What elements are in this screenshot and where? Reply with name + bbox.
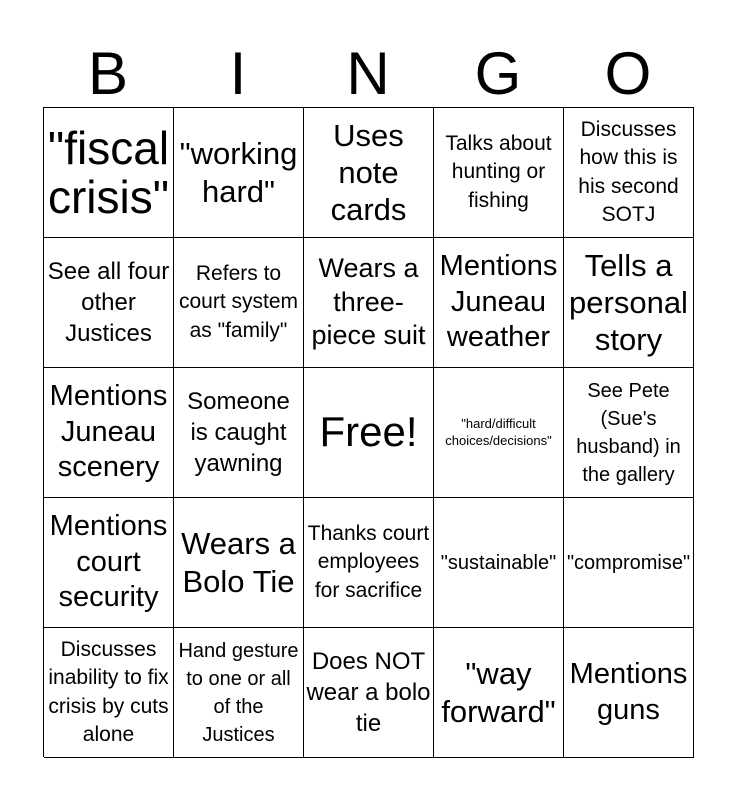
bingo-cell[interactable]: Mentions guns <box>564 628 694 758</box>
bingo-cell[interactable]: Thanks court employees for sacrifice <box>304 498 434 628</box>
bingo-cell[interactable]: "way forward" <box>434 628 564 758</box>
bingo-cell[interactable]: "fiscal crisis" <box>44 108 174 238</box>
bingo-cell[interactable]: Mentions Juneau weather <box>434 238 564 368</box>
header-letter-b: B <box>87 40 129 107</box>
bingo-cell[interactable]: Talks about hunting or fishing <box>434 108 564 238</box>
free-space[interactable]: Free! <box>304 368 434 498</box>
header-letter-n: N <box>346 40 390 107</box>
bingo-cell[interactable]: Uses note cards <box>304 108 434 238</box>
bingo-cell[interactable]: "hard/difficult choices/decisions" <box>434 368 564 498</box>
bingo-cell[interactable]: See all four other Justices <box>44 238 174 368</box>
bingo-board <box>43 107 694 757</box>
header-letter-i: I <box>229 40 247 107</box>
bingo-cell[interactable]: Someone is caught yawning <box>174 368 304 498</box>
bingo-cell[interactable]: Tells a personal story <box>564 238 694 368</box>
bingo-cell[interactable]: Wears a three-piece suit <box>304 238 434 368</box>
bingo-cell[interactable]: Mentions court security <box>44 498 174 628</box>
bingo-cell[interactable]: "sustainable" <box>434 498 564 628</box>
bingo-cell[interactable]: See Pete (Sue's husband) in the gallery <box>564 368 694 498</box>
bingo-cell[interactable]: Discusses how this is his second SOTJ <box>564 108 694 238</box>
bingo-cell[interactable]: "compromise" <box>564 498 694 628</box>
header-letter-o: O <box>604 40 652 107</box>
bingo-cell[interactable]: Wears a Bolo Tie <box>174 498 304 628</box>
bingo-header <box>43 40 693 108</box>
bingo-cell[interactable]: Refers to court system as "family" <box>174 238 304 368</box>
bingo-cell[interactable]: Mentions Juneau scenery <box>44 368 174 498</box>
bingo-cell[interactable]: Discusses inability to fix crisis by cuts alone <box>44 628 174 758</box>
bingo-cell[interactable]: "working hard" <box>174 108 304 238</box>
bingo-cell[interactable]: Does NOT wear a bolo tie <box>304 628 434 758</box>
bingo-cell[interactable]: Hand gesture to one or all of the Justices <box>174 628 304 758</box>
header-letter-g: G <box>474 40 522 107</box>
